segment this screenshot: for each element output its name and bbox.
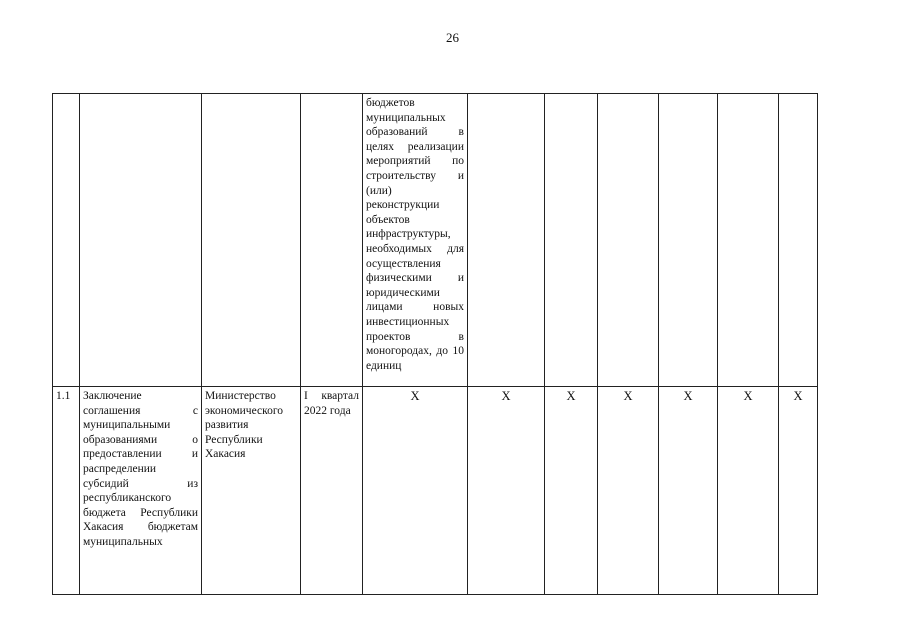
table-row-1-1 — [53, 387, 818, 595]
cell-number-empty — [53, 94, 80, 387]
cell-mark-3: Х — [545, 387, 598, 595]
plan-table — [52, 93, 818, 595]
cell-mark-1: Х — [363, 387, 468, 595]
cell-mark-2: Х — [468, 387, 545, 595]
cell-empty-7 — [545, 94, 598, 387]
cell-empty-10 — [718, 94, 779, 387]
cell-activity-empty — [80, 94, 202, 387]
cell-empty-11 — [779, 94, 818, 387]
result-text: бюджетов муниципальных образований в целях реализации мероприятий по строительству и (или) реконструкции объектов инфраструктуры, необходимых для осуществления физическими и юридическими лицами новых инвестиционных проектов в моногородах, до 10 единиц — [366, 97, 464, 372]
page-number: 26 — [446, 30, 459, 45]
cell-mark-5: Х — [659, 387, 718, 595]
cell-responsible-empty — [202, 94, 301, 387]
cell-responsible: Министерство экономического развития Республики Хакасия — [202, 387, 301, 595]
cell-mark-7: Х — [779, 387, 818, 595]
cell-activity: Заключение соглашения с муниципальными образованиями о предоставлении и распределении субсидий из республиканского бюджета Республики Хакасия бюджетам муниципальных — [80, 387, 202, 595]
cell-empty-9 — [659, 94, 718, 387]
cell-empty-6 — [468, 94, 545, 387]
cell-result-continuation — [363, 94, 468, 387]
cell-mark-6: Х — [718, 387, 779, 595]
table-row-continuation — [53, 94, 818, 387]
cell-deadline: I квартал 2022 года — [301, 387, 363, 595]
cell-empty-8 — [598, 94, 659, 387]
cell-row-number: 1.1 — [53, 387, 80, 595]
cell-deadline-empty — [301, 94, 363, 387]
cell-mark-4: Х — [598, 387, 659, 595]
